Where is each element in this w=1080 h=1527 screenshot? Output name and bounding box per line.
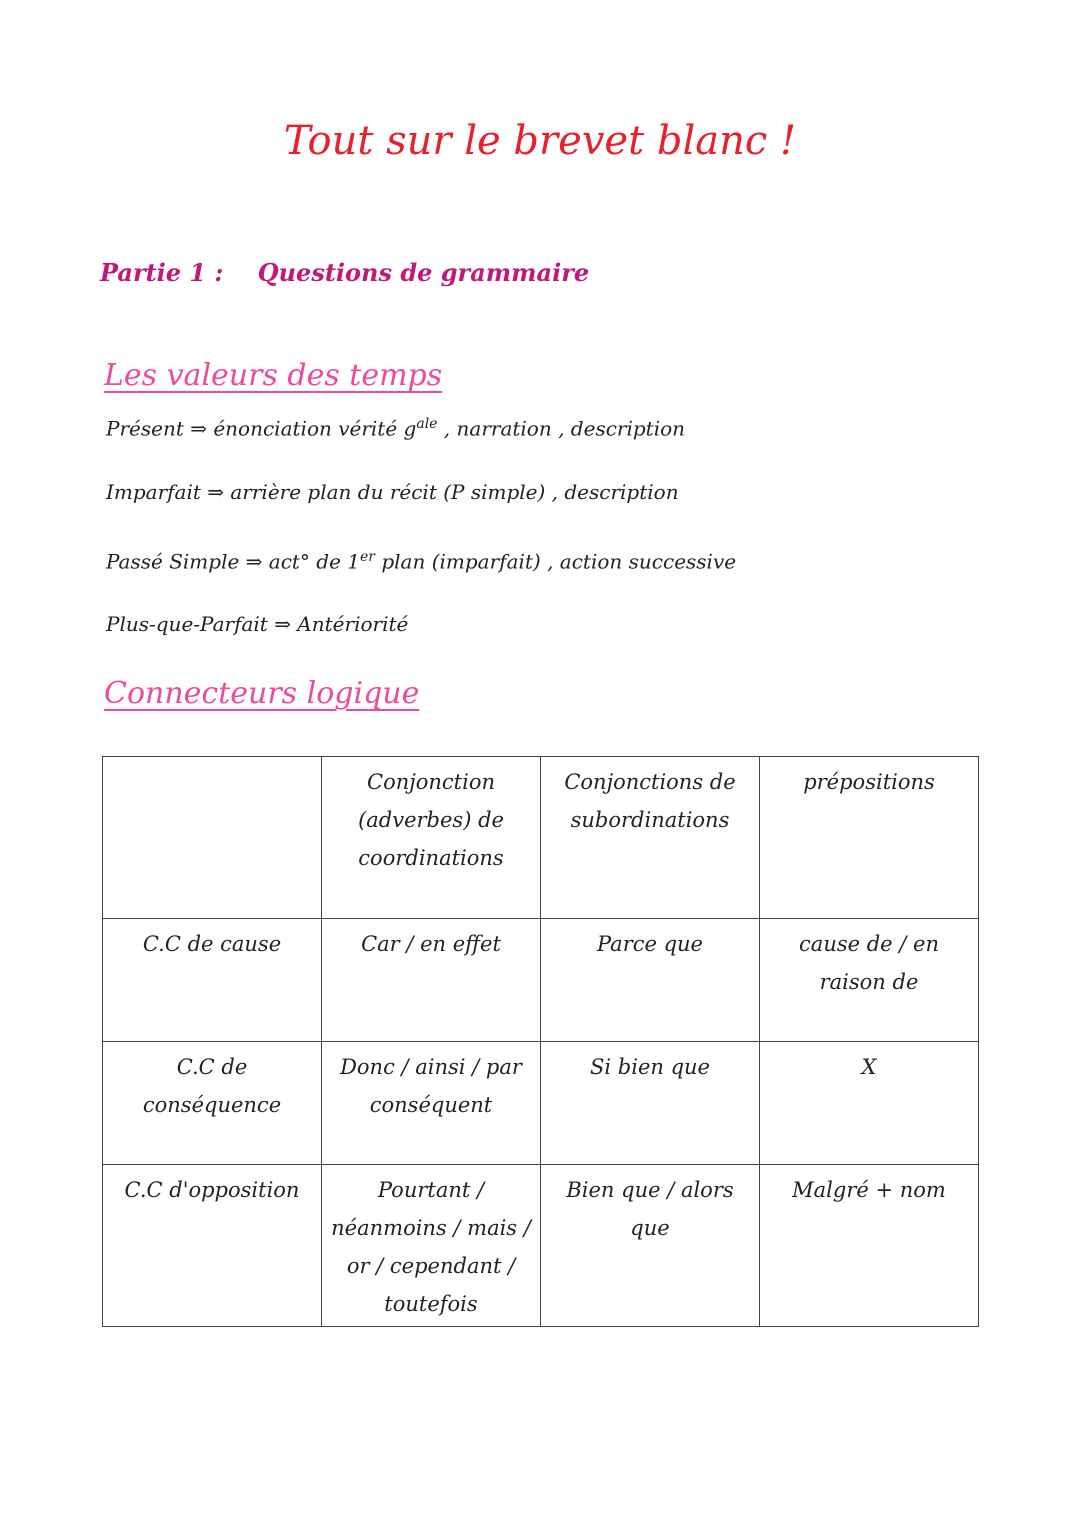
table-cell: Car / en effet (322, 919, 541, 1042)
table-row (103, 919, 979, 1042)
table-header-row (103, 757, 979, 919)
table-row-label: C.C d'opposition (103, 1165, 322, 1327)
part-heading (100, 258, 589, 287)
table-cell: X (760, 1042, 979, 1165)
table-cell: cause de / en raison de (760, 919, 979, 1042)
table-header-cell: Conjonction (adverbes) de coordinations (322, 757, 541, 919)
table-header-cell: prépositions (760, 757, 979, 919)
table-cell: Parce que (541, 919, 760, 1042)
tense-line-passe-simple: Passé Simple ⇒ act° de 1er plan (imparfait) , action successive (106, 549, 737, 574)
section-heading-tenses: Les valeurs des temps (104, 358, 443, 393)
table-row (103, 1042, 979, 1165)
tense-line-plus-que-parfait: Plus-que-Parfait ⇒ Antériorité (106, 612, 409, 636)
table-cell (103, 757, 322, 919)
table-cell: Pourtant / néanmoins / mais / or / cependant / toutefois (322, 1165, 541, 1327)
table-cell: Si bien que (541, 1042, 760, 1165)
table-cell: Bien que / alors que (541, 1165, 760, 1327)
table-row-label: C.C de cause (103, 919, 322, 1042)
part-label: Questions de grammaire (257, 258, 590, 287)
table-header-cell: Conjonctions de subordinations (541, 757, 760, 919)
table-row-label: C.C de conséquence (103, 1042, 322, 1165)
connectors-table (102, 756, 979, 1327)
table-cell: Malgré + nom (760, 1165, 979, 1327)
table-row (103, 1165, 979, 1327)
section-heading-connectors: Connecteurs logique (104, 676, 420, 711)
tense-line-imparfait: Imparfait ⇒ arrière plan du récit (P simple) , description (106, 480, 679, 504)
part-number: Partie 1 : (100, 258, 224, 287)
tense-line-present: Présent ⇒ énonciation vérité $g^{ale}$ , narration , description (106, 416, 686, 441)
table-cell: Donc / ainsi / par conséquent (322, 1042, 541, 1165)
page-title: Tout sur le brevet blanc ! (283, 118, 797, 164)
